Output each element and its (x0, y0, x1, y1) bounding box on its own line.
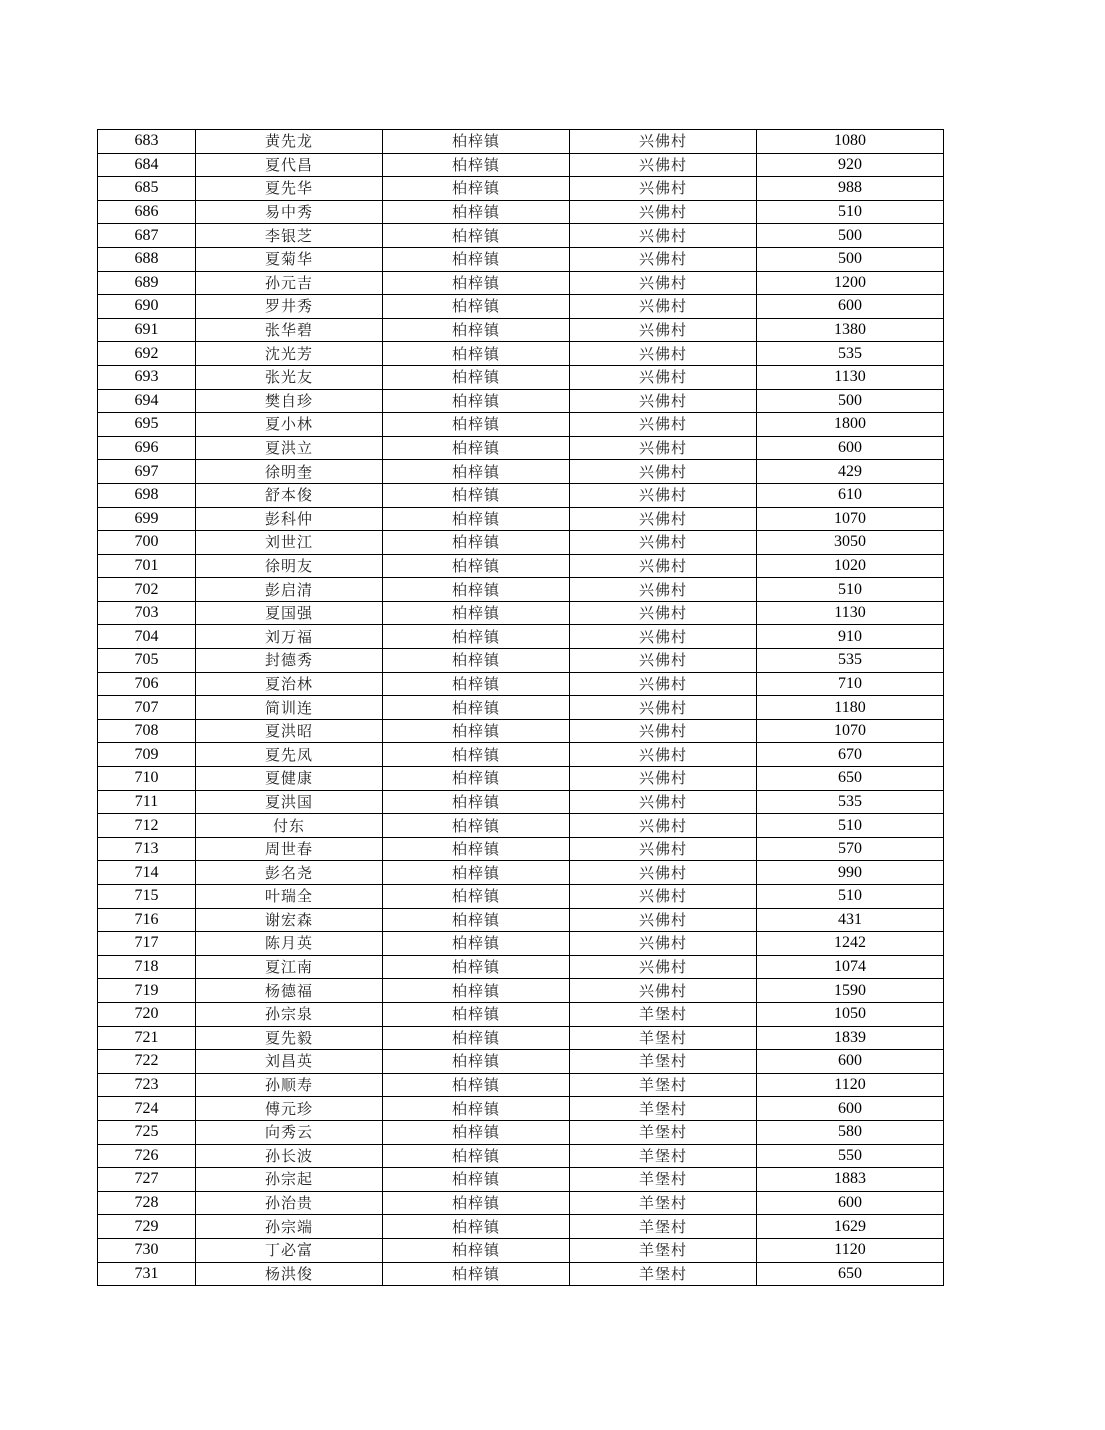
table-row (98, 1050, 944, 1074)
table-row (98, 1168, 944, 1192)
town-cell: 柏梓镇 (383, 861, 570, 885)
name-cell: 夏治林 (196, 672, 383, 696)
row-number-cell: 688 (98, 247, 196, 271)
table-row (98, 601, 944, 625)
town-cell: 柏梓镇 (383, 554, 570, 578)
table-row (98, 1073, 944, 1097)
village-cell: 羊堡村 (570, 1120, 757, 1144)
row-number-cell: 713 (98, 837, 196, 861)
amount-cell: 535 (757, 790, 944, 814)
table-row (98, 389, 944, 413)
town-cell: 柏梓镇 (383, 790, 570, 814)
village-cell: 兴佛村 (570, 153, 757, 177)
village-cell: 兴佛村 (570, 601, 757, 625)
town-cell: 柏梓镇 (383, 601, 570, 625)
row-number-cell: 719 (98, 979, 196, 1003)
amount-cell: 670 (757, 743, 944, 767)
town-cell: 柏梓镇 (383, 743, 570, 767)
town-cell: 柏梓镇 (383, 1168, 570, 1192)
table-row (98, 837, 944, 861)
town-cell: 柏梓镇 (383, 837, 570, 861)
village-cell: 兴佛村 (570, 625, 757, 649)
town-cell: 柏梓镇 (383, 1050, 570, 1074)
amount-cell: 1629 (757, 1215, 944, 1239)
village-cell: 兴佛村 (570, 885, 757, 909)
row-number-cell: 685 (98, 177, 196, 201)
amount-cell: 1200 (757, 271, 944, 295)
town-cell: 柏梓镇 (383, 1002, 570, 1026)
village-cell: 兴佛村 (570, 318, 757, 342)
village-cell: 羊堡村 (570, 1026, 757, 1050)
amount-cell: 1242 (757, 932, 944, 956)
table-row (98, 1026, 944, 1050)
town-cell: 柏梓镇 (383, 413, 570, 437)
town-cell: 柏梓镇 (383, 1215, 570, 1239)
village-cell: 兴佛村 (570, 413, 757, 437)
table-row (98, 460, 944, 484)
row-number-cell: 683 (98, 130, 196, 154)
amount-cell: 1180 (757, 696, 944, 720)
table-row (98, 413, 944, 437)
table-row (98, 955, 944, 979)
name-cell: 夏健康 (196, 767, 383, 791)
name-cell: 夏小林 (196, 413, 383, 437)
village-cell: 兴佛村 (570, 578, 757, 602)
row-number-cell: 689 (98, 271, 196, 295)
village-cell: 兴佛村 (570, 200, 757, 224)
amount-cell: 510 (757, 814, 944, 838)
name-cell: 夏菊华 (196, 247, 383, 271)
village-cell: 兴佛村 (570, 365, 757, 389)
town-cell: 柏梓镇 (383, 908, 570, 932)
town-cell: 柏梓镇 (383, 460, 570, 484)
name-cell: 刘万福 (196, 625, 383, 649)
table-row (98, 578, 944, 602)
amount-cell: 1130 (757, 601, 944, 625)
amount-cell: 920 (757, 153, 944, 177)
amount-cell: 1074 (757, 955, 944, 979)
amount-cell: 1070 (757, 507, 944, 531)
table-row (98, 885, 944, 909)
amount-cell: 429 (757, 460, 944, 484)
table-row (98, 554, 944, 578)
row-number-cell: 707 (98, 696, 196, 720)
row-number-cell: 693 (98, 365, 196, 389)
amount-cell: 650 (757, 767, 944, 791)
name-cell: 罗井秀 (196, 295, 383, 319)
table-row (98, 271, 944, 295)
amount-cell: 600 (757, 295, 944, 319)
amount-cell: 1883 (757, 1168, 944, 1192)
town-cell: 柏梓镇 (383, 1144, 570, 1168)
amount-cell: 600 (757, 1050, 944, 1074)
amount-cell: 1130 (757, 365, 944, 389)
row-number-cell: 708 (98, 719, 196, 743)
name-cell: 周世春 (196, 837, 383, 861)
town-cell: 柏梓镇 (383, 389, 570, 413)
table-row (98, 814, 944, 838)
row-number-cell: 718 (98, 955, 196, 979)
table-row (98, 696, 944, 720)
table-row (98, 625, 944, 649)
village-cell: 兴佛村 (570, 837, 757, 861)
name-cell: 夏国强 (196, 601, 383, 625)
village-cell: 兴佛村 (570, 271, 757, 295)
name-cell: 封德秀 (196, 649, 383, 673)
village-cell: 兴佛村 (570, 342, 757, 366)
table-row (98, 672, 944, 696)
table-row (98, 318, 944, 342)
row-number-cell: 701 (98, 554, 196, 578)
name-cell: 孙顺寿 (196, 1073, 383, 1097)
town-cell: 柏梓镇 (383, 672, 570, 696)
town-cell: 柏梓镇 (383, 955, 570, 979)
village-cell: 兴佛村 (570, 814, 757, 838)
row-number-cell: 706 (98, 672, 196, 696)
name-cell: 彭名尧 (196, 861, 383, 885)
town-cell: 柏梓镇 (383, 295, 570, 319)
table-row (98, 979, 944, 1003)
village-cell: 兴佛村 (570, 130, 757, 154)
village-cell: 兴佛村 (570, 483, 757, 507)
name-cell: 李银芝 (196, 224, 383, 248)
row-number-cell: 720 (98, 1002, 196, 1026)
row-number-cell: 730 (98, 1238, 196, 1262)
village-cell: 兴佛村 (570, 743, 757, 767)
records-table-body (98, 130, 944, 1286)
village-cell: 兴佛村 (570, 460, 757, 484)
amount-cell: 500 (757, 224, 944, 248)
village-cell: 羊堡村 (570, 1238, 757, 1262)
town-cell: 柏梓镇 (383, 200, 570, 224)
amount-cell: 1120 (757, 1073, 944, 1097)
name-cell: 舒本俊 (196, 483, 383, 507)
table-row (98, 719, 944, 743)
row-number-cell: 697 (98, 460, 196, 484)
town-cell: 柏梓镇 (383, 696, 570, 720)
town-cell: 柏梓镇 (383, 932, 570, 956)
row-number-cell: 715 (98, 885, 196, 909)
table-row (98, 365, 944, 389)
amount-cell: 500 (757, 247, 944, 271)
table-row (98, 649, 944, 673)
town-cell: 柏梓镇 (383, 318, 570, 342)
village-cell: 兴佛村 (570, 696, 757, 720)
name-cell: 叶瑞全 (196, 885, 383, 909)
town-cell: 柏梓镇 (383, 1262, 570, 1286)
amount-cell: 570 (757, 837, 944, 861)
village-cell: 兴佛村 (570, 436, 757, 460)
name-cell: 孙长波 (196, 1144, 383, 1168)
town-cell: 柏梓镇 (383, 1026, 570, 1050)
name-cell: 付东 (196, 814, 383, 838)
table-row (98, 743, 944, 767)
town-cell: 柏梓镇 (383, 1073, 570, 1097)
town-cell: 柏梓镇 (383, 719, 570, 743)
amount-cell: 3050 (757, 531, 944, 555)
row-number-cell: 717 (98, 932, 196, 956)
table-row (98, 790, 944, 814)
amount-cell: 600 (757, 1097, 944, 1121)
amount-cell: 535 (757, 342, 944, 366)
row-number-cell: 705 (98, 649, 196, 673)
name-cell: 夏先华 (196, 177, 383, 201)
town-cell: 柏梓镇 (383, 247, 570, 271)
village-cell: 兴佛村 (570, 177, 757, 201)
village-cell: 兴佛村 (570, 554, 757, 578)
row-number-cell: 698 (98, 483, 196, 507)
name-cell: 孙治贵 (196, 1191, 383, 1215)
amount-cell: 1080 (757, 130, 944, 154)
table-row (98, 1191, 944, 1215)
table-row (98, 1144, 944, 1168)
table-row (98, 295, 944, 319)
amount-cell: 431 (757, 908, 944, 932)
town-cell: 柏梓镇 (383, 625, 570, 649)
amount-cell: 1380 (757, 318, 944, 342)
name-cell: 夏洪昭 (196, 719, 383, 743)
name-cell: 简训连 (196, 696, 383, 720)
table-row (98, 1215, 944, 1239)
row-number-cell: 727 (98, 1168, 196, 1192)
amount-cell: 500 (757, 389, 944, 413)
table-row (98, 861, 944, 885)
amount-cell: 1800 (757, 413, 944, 437)
village-cell: 兴佛村 (570, 932, 757, 956)
town-cell: 柏梓镇 (383, 578, 570, 602)
amount-cell: 1120 (757, 1238, 944, 1262)
village-cell: 羊堡村 (570, 1050, 757, 1074)
row-number-cell: 723 (98, 1073, 196, 1097)
village-cell: 羊堡村 (570, 1215, 757, 1239)
row-number-cell: 726 (98, 1144, 196, 1168)
name-cell: 樊自珍 (196, 389, 383, 413)
amount-cell: 550 (757, 1144, 944, 1168)
name-cell: 易中秀 (196, 200, 383, 224)
name-cell: 黄先龙 (196, 130, 383, 154)
table-row (98, 507, 944, 531)
amount-cell: 600 (757, 436, 944, 460)
town-cell: 柏梓镇 (383, 483, 570, 507)
amount-cell: 510 (757, 885, 944, 909)
village-cell: 兴佛村 (570, 979, 757, 1003)
town-cell: 柏梓镇 (383, 130, 570, 154)
town-cell: 柏梓镇 (383, 153, 570, 177)
name-cell: 彭启清 (196, 578, 383, 602)
name-cell: 刘昌英 (196, 1050, 383, 1074)
village-cell: 羊堡村 (570, 1168, 757, 1192)
name-cell: 徐明奎 (196, 460, 383, 484)
name-cell: 孙宗起 (196, 1168, 383, 1192)
row-number-cell: 725 (98, 1120, 196, 1144)
town-cell: 柏梓镇 (383, 767, 570, 791)
name-cell: 孙元吉 (196, 271, 383, 295)
name-cell: 陈月英 (196, 932, 383, 956)
town-cell: 柏梓镇 (383, 436, 570, 460)
row-number-cell: 712 (98, 814, 196, 838)
amount-cell: 710 (757, 672, 944, 696)
amount-cell: 910 (757, 625, 944, 649)
row-number-cell: 696 (98, 436, 196, 460)
amount-cell: 1839 (757, 1026, 944, 1050)
name-cell: 张光友 (196, 365, 383, 389)
village-cell: 兴佛村 (570, 955, 757, 979)
name-cell: 夏洪立 (196, 436, 383, 460)
village-cell: 兴佛村 (570, 908, 757, 932)
row-number-cell: 686 (98, 200, 196, 224)
town-cell: 柏梓镇 (383, 814, 570, 838)
town-cell: 柏梓镇 (383, 177, 570, 201)
village-cell: 兴佛村 (570, 719, 757, 743)
name-cell: 徐明友 (196, 554, 383, 578)
village-cell: 羊堡村 (570, 1262, 757, 1286)
village-cell: 兴佛村 (570, 790, 757, 814)
name-cell: 向秀云 (196, 1120, 383, 1144)
amount-cell: 1070 (757, 719, 944, 743)
row-number-cell: 724 (98, 1097, 196, 1121)
row-number-cell: 709 (98, 743, 196, 767)
amount-cell: 580 (757, 1120, 944, 1144)
village-cell: 兴佛村 (570, 247, 757, 271)
table-row (98, 1238, 944, 1262)
village-cell: 兴佛村 (570, 649, 757, 673)
town-cell: 柏梓镇 (383, 1191, 570, 1215)
row-number-cell: 702 (98, 578, 196, 602)
town-cell: 柏梓镇 (383, 1097, 570, 1121)
town-cell: 柏梓镇 (383, 224, 570, 248)
name-cell: 孙宗端 (196, 1215, 383, 1239)
village-cell: 羊堡村 (570, 1097, 757, 1121)
amount-cell: 535 (757, 649, 944, 673)
name-cell: 刘世江 (196, 531, 383, 555)
town-cell: 柏梓镇 (383, 1120, 570, 1144)
row-number-cell: 690 (98, 295, 196, 319)
table-row (98, 1002, 944, 1026)
table-row (98, 1262, 944, 1286)
table-row (98, 908, 944, 932)
village-cell: 兴佛村 (570, 507, 757, 531)
table-row (98, 767, 944, 791)
town-cell: 柏梓镇 (383, 531, 570, 555)
town-cell: 柏梓镇 (383, 507, 570, 531)
row-number-cell: 704 (98, 625, 196, 649)
amount-cell: 990 (757, 861, 944, 885)
amount-cell: 510 (757, 578, 944, 602)
name-cell: 丁必富 (196, 1238, 383, 1262)
town-cell: 柏梓镇 (383, 649, 570, 673)
village-cell: 羊堡村 (570, 1073, 757, 1097)
row-number-cell: 695 (98, 413, 196, 437)
table-row (98, 1120, 944, 1144)
town-cell: 柏梓镇 (383, 342, 570, 366)
table-row (98, 531, 944, 555)
document-table-container (97, 129, 944, 1286)
table-row (98, 342, 944, 366)
row-number-cell: 711 (98, 790, 196, 814)
village-cell: 羊堡村 (570, 1191, 757, 1215)
village-cell: 兴佛村 (570, 531, 757, 555)
row-number-cell: 692 (98, 342, 196, 366)
town-cell: 柏梓镇 (383, 885, 570, 909)
village-cell: 羊堡村 (570, 1002, 757, 1026)
amount-cell: 650 (757, 1262, 944, 1286)
records-table (97, 129, 944, 1286)
village-cell: 兴佛村 (570, 389, 757, 413)
table-row (98, 1097, 944, 1121)
table-row (98, 177, 944, 201)
amount-cell: 600 (757, 1191, 944, 1215)
row-number-cell: 684 (98, 153, 196, 177)
town-cell: 柏梓镇 (383, 1238, 570, 1262)
name-cell: 杨德福 (196, 979, 383, 1003)
name-cell: 张华碧 (196, 318, 383, 342)
name-cell: 夏代昌 (196, 153, 383, 177)
table-row (98, 436, 944, 460)
name-cell: 夏江南 (196, 955, 383, 979)
town-cell: 柏梓镇 (383, 365, 570, 389)
name-cell: 夏洪国 (196, 790, 383, 814)
table-row (98, 247, 944, 271)
amount-cell: 510 (757, 200, 944, 224)
village-cell: 兴佛村 (570, 224, 757, 248)
row-number-cell: 729 (98, 1215, 196, 1239)
row-number-cell: 722 (98, 1050, 196, 1074)
row-number-cell: 731 (98, 1262, 196, 1286)
village-cell: 兴佛村 (570, 672, 757, 696)
row-number-cell: 687 (98, 224, 196, 248)
row-number-cell: 728 (98, 1191, 196, 1215)
row-number-cell: 699 (98, 507, 196, 531)
town-cell: 柏梓镇 (383, 979, 570, 1003)
name-cell: 沈光芳 (196, 342, 383, 366)
table-row (98, 932, 944, 956)
name-cell: 夏先凤 (196, 743, 383, 767)
amount-cell: 610 (757, 483, 944, 507)
row-number-cell: 694 (98, 389, 196, 413)
table-row (98, 153, 944, 177)
village-cell: 兴佛村 (570, 767, 757, 791)
name-cell: 彭科仲 (196, 507, 383, 531)
amount-cell: 1020 (757, 554, 944, 578)
row-number-cell: 716 (98, 908, 196, 932)
village-cell: 羊堡村 (570, 1144, 757, 1168)
town-cell: 柏梓镇 (383, 271, 570, 295)
table-row (98, 130, 944, 154)
row-number-cell: 714 (98, 861, 196, 885)
row-number-cell: 710 (98, 767, 196, 791)
table-row (98, 200, 944, 224)
row-number-cell: 703 (98, 601, 196, 625)
table-row (98, 224, 944, 248)
amount-cell: 1050 (757, 1002, 944, 1026)
row-number-cell: 700 (98, 531, 196, 555)
name-cell: 孙宗泉 (196, 1002, 383, 1026)
name-cell: 杨洪俊 (196, 1262, 383, 1286)
name-cell: 傅元珍 (196, 1097, 383, 1121)
table-row (98, 483, 944, 507)
row-number-cell: 691 (98, 318, 196, 342)
row-number-cell: 721 (98, 1026, 196, 1050)
village-cell: 兴佛村 (570, 861, 757, 885)
amount-cell: 1590 (757, 979, 944, 1003)
name-cell: 夏先毅 (196, 1026, 383, 1050)
village-cell: 兴佛村 (570, 295, 757, 319)
name-cell: 谢宏森 (196, 908, 383, 932)
amount-cell: 988 (757, 177, 944, 201)
